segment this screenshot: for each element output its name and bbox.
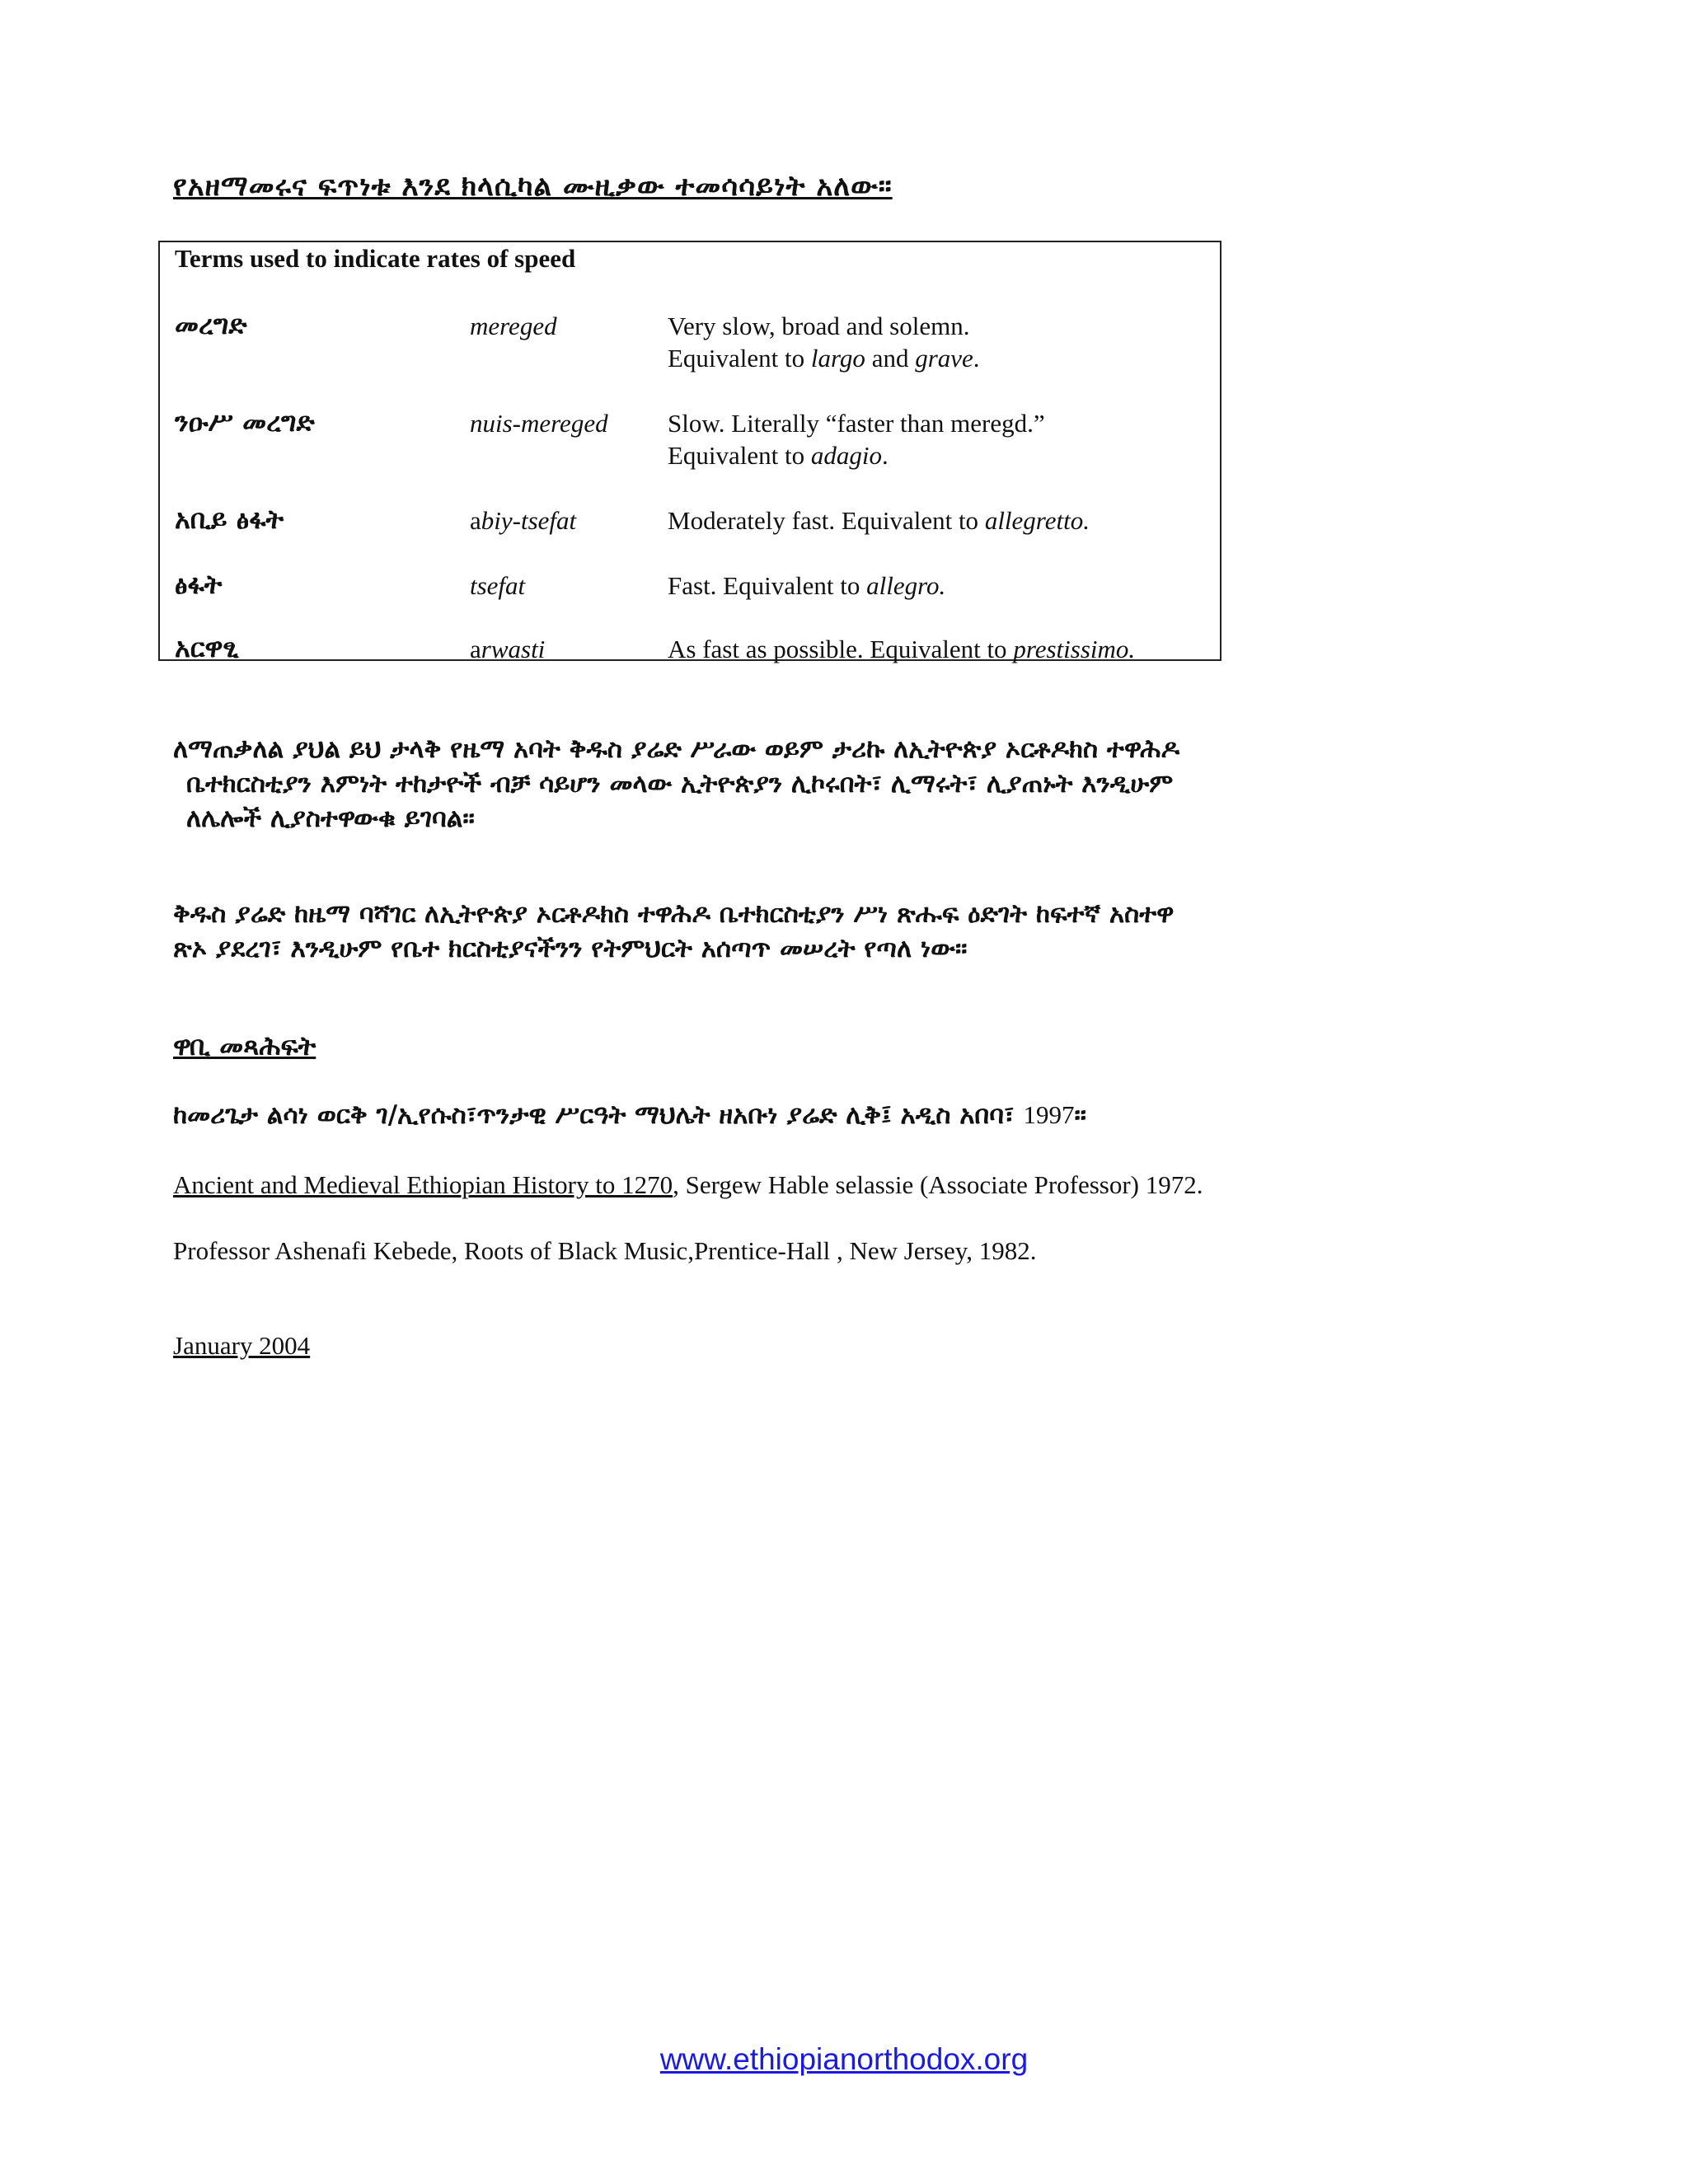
description: Slow. Literally “faster than meregd.” Equivalent to adagio. — [668, 409, 1045, 470]
document-date: January 2004 — [173, 1331, 311, 1360]
website-link[interactable]: www.ethiopianorthodox.org — [659, 2042, 1029, 2076]
amharic-term: መረግድ — [175, 309, 247, 340]
reference-amharic: ከመሪጌታ ልሳነ ወርቅ ገ/ኢየሱስ፣ጥንታዊ ሥርዓት ማህሌት ዘአቡነ ያሬድ ሊቅ፤ አዲስ አበባ፣ 1997። — [173, 1100, 1086, 1130]
description: Moderately fast. Equivalent to allegretto. — [668, 506, 1090, 535]
description: Fast. Equivalent to allegro. — [668, 571, 946, 600]
amharic-term: ንዑሥ መረግድ — [175, 406, 315, 438]
transliteration: abiy-tsefat — [470, 506, 577, 535]
amharic-term: አርዋፂ — [175, 632, 239, 663]
transliteration: arwasti — [470, 635, 546, 663]
conclusion-paragraph: ለማጠቃለል ያህል ይህ ታላቅ የዜማ አባት ቅዱስ ያሬድ ሥራው ወይም ታሪኩ ለኢትዮጵያ ኦርቶዶክስ ተዋሕዶ ቤተክርስቲያን እምነት ተከታዮች ብቻ ሳይሆን መላው ኢትዮጵያን ሊኮሩበት፣ ሊማሩት፣ ሊያጠኑት እንዲሁም ለሌሎች ሊያስተዋውቁ ይገባል። — [173, 734, 1180, 833]
references-heading: ዋቢ መጻሕፍት — [173, 1030, 316, 1062]
table-title: Terms used to indicate rates of speed — [175, 244, 576, 273]
amharic-term: አቢይ ፅፋት — [175, 504, 284, 535]
description: As fast as possible. Equivalent to prestissimo. — [668, 635, 1136, 663]
amharic-term: ፅፋት — [175, 569, 223, 600]
description: Very slow, broad and solemn. Equivalent to largo and grave. — [668, 312, 980, 373]
transliteration: tsefat — [470, 571, 526, 600]
speed-terms-table — [158, 241, 1221, 661]
transliteration: nuis-mereged — [470, 409, 608, 438]
section-heading: የአዘማመሩና ፍጥነቱ እንደ ክላሲካል ሙዚቃው ተመሳሳይነት አለው። — [173, 170, 893, 203]
reference-music: Professor Ashenafi Kebede, Roots of Black Music,Prentice-Hall , New Jersey, 1982. — [173, 1236, 1037, 1265]
reference-history: Ancient and Medieval Ethiopian History to 1270, Sergew Hable selassie (Associate Professor) 1972. — [173, 1170, 1203, 1199]
yared-paragraph: ቅዱስ ያሬድ ከዜማ ባሻገር ለኢትዮጵያ ኦርቶዶክስ ተዋሕዶ ቤተክርስቲያን ሥነ ጽሑፍ ዕድገት ከፍተኛ አስተዋ ጽኦ ያደረገ፣ እንዲሁም የቤተ ክርስቲያናችንን የትምህርት አሰጣጥ መሠረት የጣለ ነው። — [173, 899, 1175, 963]
reference-title: Ancient and Medieval Ethiopian History to 1270 — [173, 1170, 673, 1199]
transliteration: mereged — [470, 312, 557, 340]
